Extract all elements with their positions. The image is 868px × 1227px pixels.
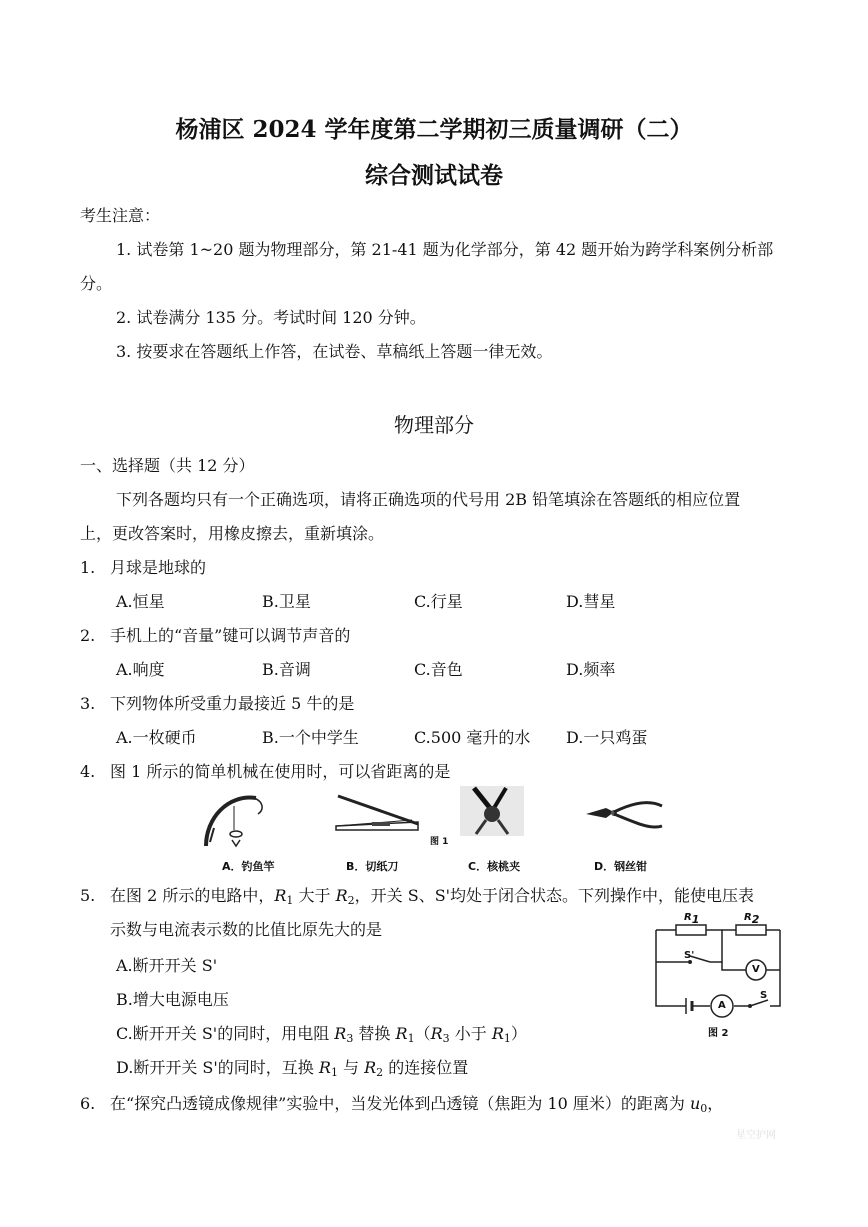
question-stem: 在图 2 所示的电路中，$R_1$ 大于 $R_2$，开关 S、S'均处于闭合状态。下列操作中，能使电压表 (110, 886, 755, 907)
instruction-line-1: 下列各题均只有一个正确选项，请将正确选项的代号用 2B 铅笔填涂在答题纸的相应位置 (116, 490, 741, 509)
instruction-line-2: 上，更改答案时，用橡皮擦去，重新填涂。 (80, 524, 385, 543)
option-d: D.断开开关 S'的同时，互换 $R_1$ 与 $R_2$ 的连接位置 (116, 1058, 469, 1079)
option-a: A.恒星 (116, 592, 165, 611)
notice-item-3: 3. 按要求在答题纸上作答，在试卷、草稿纸上答题一律无效。 (116, 342, 553, 361)
figure-1-caption: 图 1 (430, 837, 449, 847)
notice-heading: 考生注意： (80, 206, 161, 225)
figure-1-label-c: C．核桃夹 (468, 860, 521, 873)
option-c: C.断开开关 S'的同时，用电阻 $R_3$ 替换 $R_1(R_3$ 小于 $R_1$） (116, 1024, 527, 1045)
nutcracker-icon (460, 786, 524, 836)
voltmeter-label: V (752, 964, 760, 975)
pliers-icon (584, 796, 664, 836)
option-b: B.增大电源电压 (116, 990, 229, 1009)
question-number: 2. (80, 626, 96, 645)
figure-1-label-b: B．切纸刀 (346, 860, 399, 873)
question-stem-cont: 示数与电流表示数的比值比原先大的是 (110, 920, 383, 939)
page-title: 杨浦区 2024 学年度第二学期初三质量调研（二） (175, 116, 693, 143)
option-a: A.断开开关 S' (116, 956, 218, 975)
watermark: 星空护网 (736, 1130, 776, 1141)
switch-label: S (760, 990, 768, 1001)
figure-2-caption: 图 2 (708, 1028, 729, 1039)
r2-label: $R_2$ (744, 912, 760, 926)
notice-item-2: 2. 试卷满分 135 分。考试时间 120 分钟。 (116, 308, 426, 327)
question-stem: 在“探究凸透镜成像规律”实验中，当发光体到凸透镜（焦距为 10 厘米）的距离为 $u_0$， (110, 1094, 724, 1115)
question-number: 6. (80, 1094, 96, 1113)
question-number: 3. (80, 694, 96, 713)
r1-label: $R_1$ (684, 912, 700, 926)
fishing-rod-icon (198, 788, 268, 850)
option-b: B.音调 (262, 660, 311, 679)
option-b: B.卫星 (262, 592, 311, 611)
question-stem: 图 1 所示的简单机械在使用时，可以省距离的是 (110, 762, 451, 781)
question-number: 4. (80, 762, 96, 781)
option-c: C.音色 (414, 660, 463, 679)
option-a: A.一枚硬币 (116, 728, 197, 747)
page-subtitle: 综合测试试卷 (365, 162, 503, 189)
option-a: A.响度 (116, 660, 165, 679)
option-d: D.一只鸡蛋 (566, 728, 648, 747)
option-b: B.一个中学生 (262, 728, 359, 747)
option-d: D.频率 (566, 660, 616, 679)
part-heading: 一、选择题（共 12 分） (80, 456, 255, 475)
question-stem: 月球是地球的 (110, 558, 207, 577)
notice-item-1-cont: 分。 (80, 274, 113, 293)
question-number: 1. (80, 558, 96, 577)
switch-prime-label: S' (684, 950, 695, 961)
ammeter-label: A (718, 1000, 726, 1011)
figure-1-label-a: A．钓鱼竿 (222, 860, 275, 873)
question-number: 5. (80, 886, 96, 905)
question-stem: 手机上的“音量”键可以调节声音的 (110, 626, 351, 645)
option-d: D.彗星 (566, 592, 616, 611)
section-title: 物理部分 (394, 413, 474, 437)
question-stem: 下列物体所受重力最接近 5 牛的是 (110, 694, 355, 713)
figure-1-label-d: D．钢丝钳 (594, 860, 648, 873)
paper-cutter-icon (332, 792, 422, 834)
notice-item-1: 1. 试卷第 1~20 题为物理部分，第 21-41 题为化学部分，第 42 题开始为跨学科案例分析部 (116, 240, 774, 259)
option-c: C.500 毫升的水 (414, 728, 531, 747)
option-c: C.行星 (414, 592, 463, 611)
